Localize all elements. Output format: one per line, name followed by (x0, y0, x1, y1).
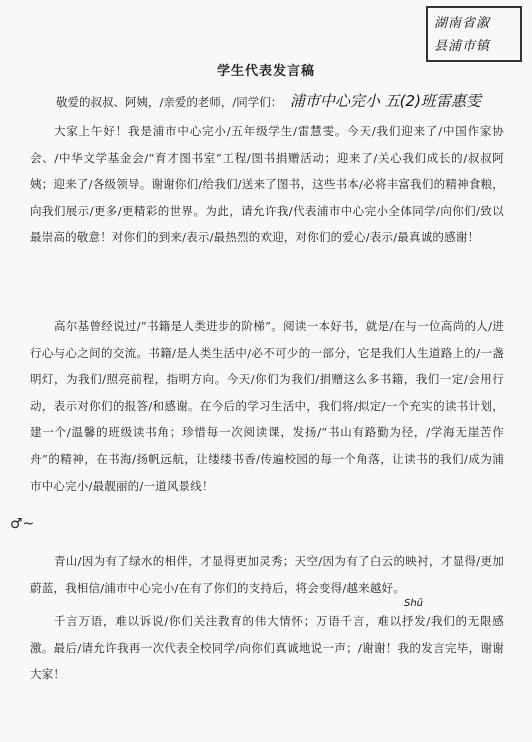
document-title: 学生代表发言稿 (216, 64, 315, 79)
paragraph-1: 大家上午好！我是浦市中心完小/五年级学生/雷慧雯。今天/我们迎来了/中国作家协会、/中华文学基金会/“育才图书室”工程/图书捐赠活动；迎来了/关心我们成长的/叔叔阿姨；迎来了/各级领导。谢谢你们/给我们/送来了图书，这些书本/必将丰富我们的精神食粮，向我们展示/更多/更精彩的世界。为此，请允许我/代表浦市中心完小全体同学/向你们/致以最崇高的敬意！对你们的到来/表示/最热烈的欢迎，对你们的爱心/表示/最真诚的感谢！ (30, 124, 504, 245)
stamp-line-2: 县浦市镇 (434, 39, 491, 54)
paragraph-2: 高尔基曾经说过/“书籍是人类进步的阶梯”。阅读一本好书，就是/在与一位高尚的人/进行心与心之间的交流。书籍/是人类生活中/必不可少的一部分，它是我们人生道路上的/一盏明灯，为我们/照亮前程，指明方向。今天/你们为我们/捐赠这么多书籍，我们一定/会用行动，表示对你们的报答/和感谢。在今后的学习生活中，我们将/拟定/一个充实的读书计划，建一个/温馨的班级读书角；珍惜每一次阅读课，发扬/“书山有路勤为径，/学海无崖苦作舟”的精神，在书海/扬帆远航，让缕缕书香/传遍校园的每一个角落，让读书的我们/成为浦市中心完小/最靓丽的/一道风景线！ (30, 319, 504, 493)
pronunciation-note: Shū (404, 598, 424, 609)
paragraph-3: 青山/因为有了绿水的相伴，才显得更加灵秀；天空/因为有了白云的映衬，才显得/更加蔚蓝，我相信/浦市中心完小/在有了你们的支持后，将会变得/越来越好。 (30, 554, 504, 595)
greeting-line (56, 90, 522, 111)
handwritten-stamp-box (426, 6, 522, 62)
stamp-line-1: 湖南省溆 (434, 16, 491, 31)
greeting-text: 敬爱的叔叔、阿姨，/亲爱的老师，/同学们： (56, 95, 283, 109)
margin-scribble: ♂~ (10, 516, 35, 532)
handwritten-signature: 浦市中心完小 五(2)班雷惠雯 (289, 92, 481, 110)
paragraph-4: 千言万语，难以诉说/你们关注教育的伟大情怀；万语千言，难以抒发/我们的无限感激。最后/请允许我再一次代表全校同学/向你们真诚地说一声；/谢谢！我的发言完毕，谢谢大家！ (30, 614, 504, 682)
